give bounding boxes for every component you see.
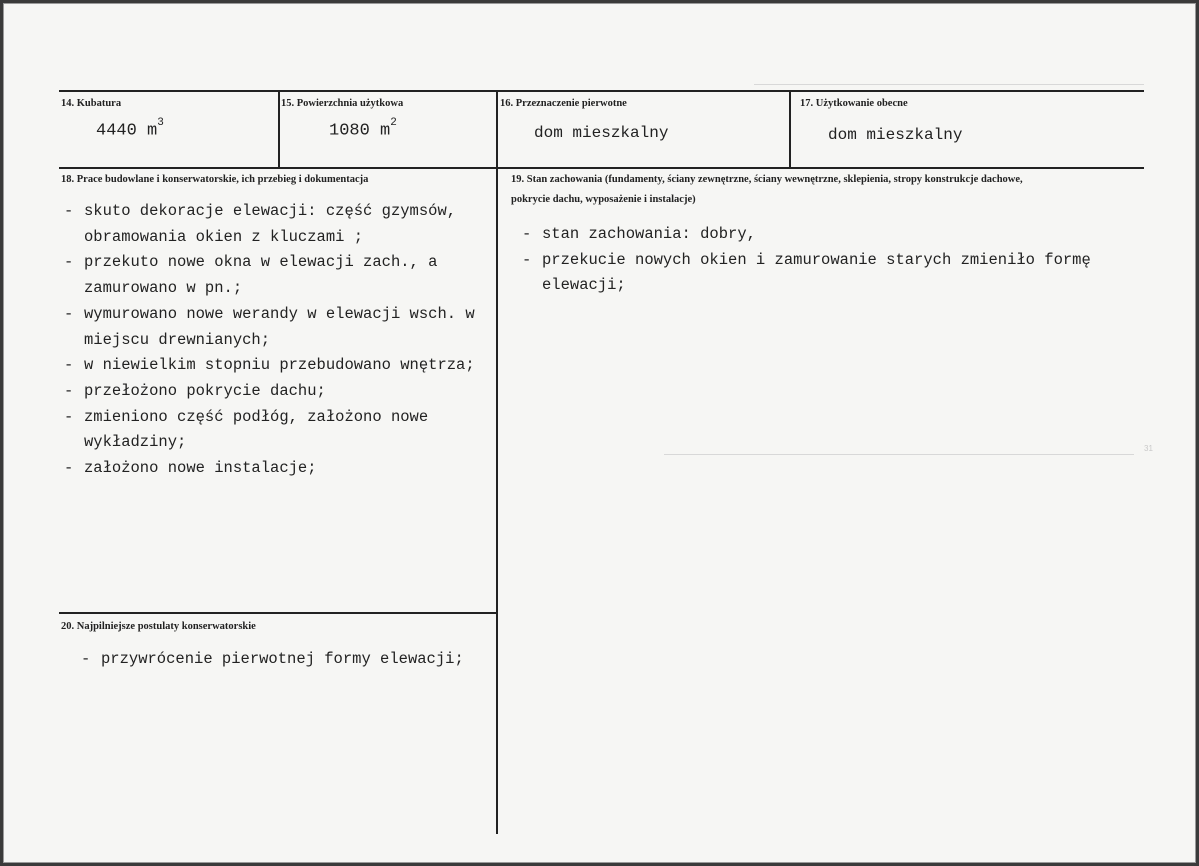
field-17-value: dom mieszkalny [828, 126, 963, 144]
show-through-line [664, 454, 1134, 455]
field-16-label: 16. Przeznaczenie pierwotne [500, 98, 627, 109]
field-14-number: 4440 m [96, 121, 158, 141]
list-item: - zmieniono część podłóg, założono nowe wykładziny; [60, 405, 492, 456]
main-column-divider [496, 90, 498, 834]
list-item: - stan zachowania: dobry, [518, 222, 1142, 248]
field-20-list [77, 647, 497, 673]
header-bottom-rule [59, 167, 1144, 169]
field-18-bottom-rule [59, 612, 496, 614]
show-through-line [754, 84, 1144, 85]
list-item: - przełożono pokrycie dachu; [60, 379, 492, 405]
header-top-rule [59, 90, 1144, 92]
field-14-unit-exponent: 3 [157, 117, 164, 129]
field-15-number: 1080 m [329, 121, 391, 141]
show-through-mark: 31 [1144, 444, 1153, 453]
field-15-label: 15. Powierzchnia użytkowa [281, 98, 404, 109]
header-divider-1 [278, 90, 280, 167]
field-18-label: 18. Prace budowlane i konserwatorskie, ich przebieg i dokumentacja [61, 174, 369, 185]
field-19-label: 19. Stan zachowania (fundamenty, ściany zewnętrzne, ściany wewnętrzne, sklepienia, stropy konstrukcje dachowe, pokrycie dachu, wyposażenie i instalacje) [511, 174, 1023, 205]
field-14-label: 14. Kubatura [61, 98, 122, 109]
record-card-sheet [3, 3, 1196, 863]
field-19-list [518, 222, 1142, 299]
field-17-label: 17. Użytkowanie obecne [800, 98, 908, 109]
field-14-value [96, 117, 164, 141]
list-item: - wymurowano nowe werandy w elewacji wsch. w miejscu drewnianych; [60, 302, 492, 353]
list-item: - przekucie nowych okien i zamurowanie starych zmieniło formę elewacji; [518, 248, 1142, 299]
field-15-unit-exponent: 2 [390, 117, 397, 129]
field-20-label: 20. Najpilniejsze postulaty konserwatorskie [61, 621, 256, 632]
list-item: - przekuto nowe okna w elewacji zach., a zamurowano w pn.; [60, 250, 492, 301]
field-18-list [60, 199, 492, 482]
list-item: - założono nowe instalacje; [60, 456, 492, 482]
field-15-value [329, 117, 397, 141]
field-16-value: dom mieszkalny [534, 124, 669, 142]
list-item: - skuto dekoracje elewacji: część gzymsów, obramowania okien z kluczami ; [60, 199, 492, 250]
header-divider-3 [789, 90, 791, 167]
list-item: - przywrócenie pierwotnej formy elewacji; [77, 647, 497, 673]
list-item: - w niewielkim stopniu przebudowano wnętrza; [60, 353, 492, 379]
